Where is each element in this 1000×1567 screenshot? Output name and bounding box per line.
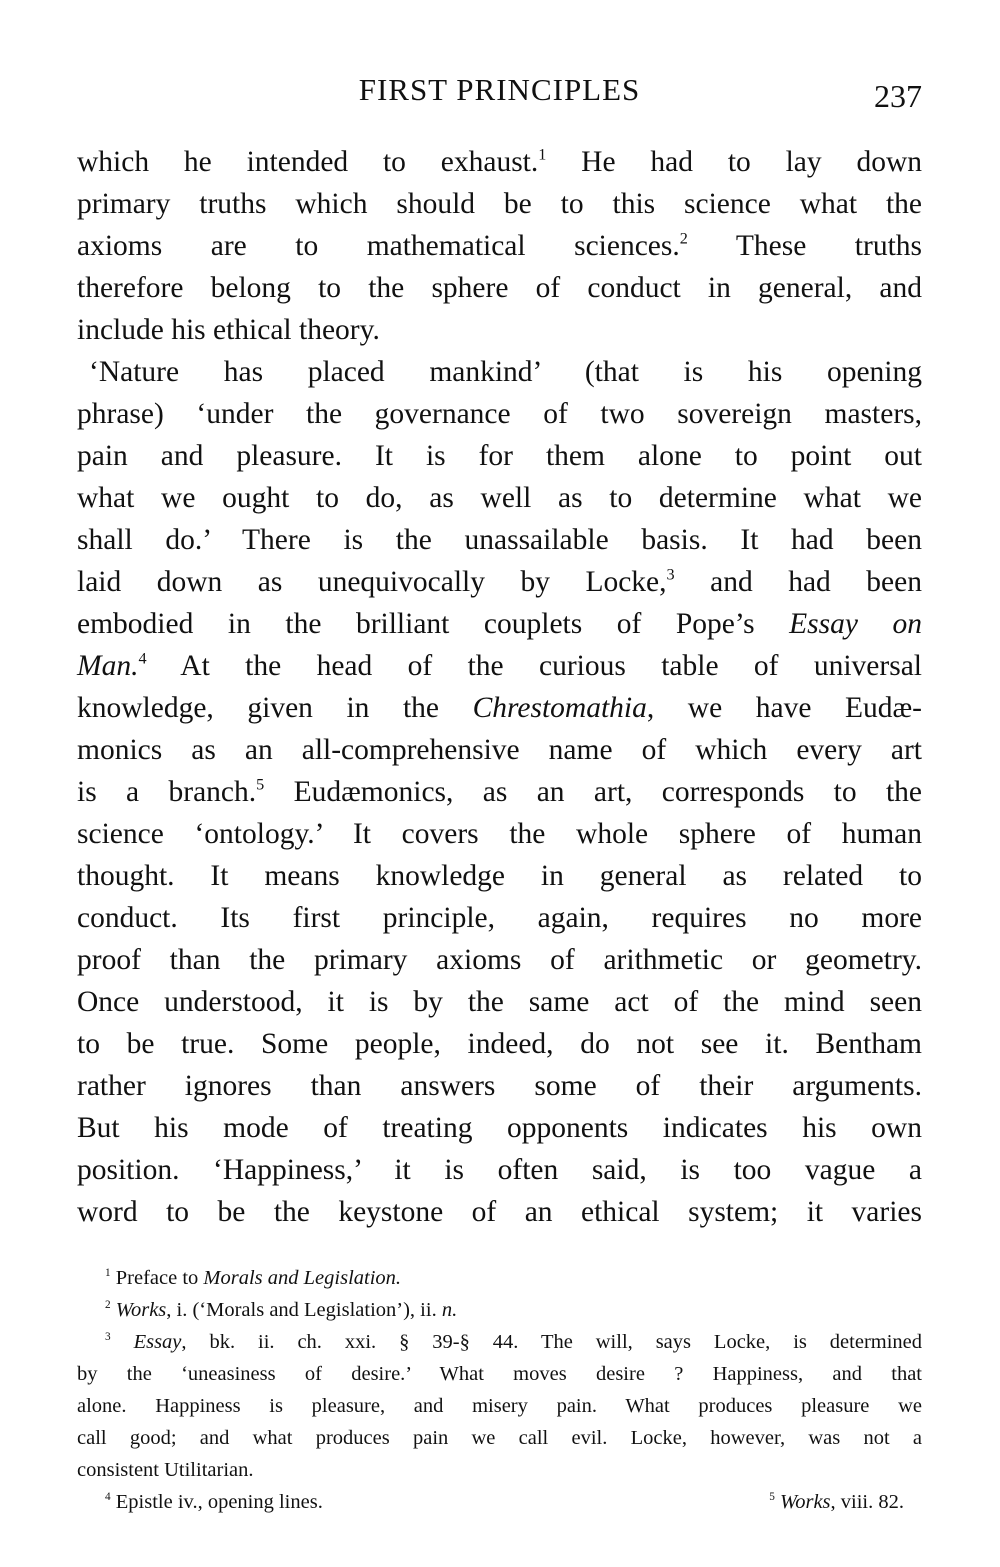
footnote-line bbox=[77, 1294, 922, 1326]
text-run: and had been bbox=[674, 566, 922, 598]
text-line bbox=[77, 519, 922, 561]
text-run: by the ‘uneasiness of desire.’ What moves desire ? Happiness, and that bbox=[77, 1363, 922, 1385]
footnote-marker: 2 bbox=[105, 1299, 111, 1312]
running-head bbox=[77, 70, 922, 114]
text-run: , bk. ii. ch. xxi. § 39-§ 44. The will, says Locke, is determined bbox=[181, 1331, 923, 1353]
text-line bbox=[77, 855, 922, 897]
text-line bbox=[77, 351, 922, 393]
text-line bbox=[77, 1065, 922, 1107]
text-line bbox=[77, 309, 922, 351]
text-run: position. ‘Happiness,’ it is often said, is too vague a bbox=[77, 1154, 922, 1186]
text-line bbox=[77, 267, 922, 309]
body-text bbox=[77, 141, 922, 1233]
text-run: rather ignores than answers some of their arguments. bbox=[77, 1070, 922, 1102]
text-run: knowledge, given in the bbox=[77, 692, 473, 724]
footnote-marker: 5 bbox=[256, 775, 265, 794]
text-run: Epistle iv., opening lines. bbox=[110, 1491, 323, 1513]
italic-text: Essay bbox=[133, 1331, 182, 1353]
footnote-marker: 4 bbox=[138, 649, 147, 668]
footnote-line bbox=[77, 1486, 922, 1518]
footnote-right bbox=[769, 1486, 904, 1518]
text-line bbox=[77, 771, 922, 813]
text-run bbox=[111, 1331, 134, 1353]
text-line bbox=[77, 477, 922, 519]
italic-text: Works bbox=[780, 1491, 831, 1513]
italic-text: Man. bbox=[77, 650, 139, 682]
text-run: laid down as unequivocally by Locke, bbox=[77, 566, 667, 598]
text-run: word to be the keystone of an ethical system; it varies bbox=[77, 1196, 922, 1228]
text-line bbox=[77, 435, 922, 477]
footnote-marker: 3 bbox=[666, 565, 675, 584]
text-run: , i. (‘Morals and Legislation’), ii. bbox=[166, 1299, 442, 1321]
text-run: Eudæmonics, as an art, corresponds to the bbox=[264, 776, 923, 808]
text-run: pain and pleasure. It is for them alone to point out bbox=[77, 440, 922, 472]
text-line bbox=[77, 393, 922, 435]
italic-text: Chrestomathia bbox=[472, 692, 647, 724]
text-run: He had to lay down bbox=[546, 146, 923, 178]
text-run: include his ethical theory. bbox=[77, 314, 380, 346]
text-line bbox=[77, 897, 922, 939]
text-line bbox=[77, 939, 922, 981]
text-run: Preface to bbox=[110, 1267, 204, 1289]
text-line bbox=[77, 561, 922, 603]
text-line bbox=[77, 687, 922, 729]
text-run: call good; and what produces pain we call evil. Locke, however, was not a bbox=[77, 1427, 922, 1449]
chapter-title: FIRST PRINCIPLES bbox=[358, 72, 641, 107]
text-line bbox=[77, 1191, 922, 1233]
footnotes bbox=[77, 1262, 922, 1518]
text-run: shall do.’ There is the unassailable basis. It had been bbox=[77, 524, 922, 556]
footnote-line bbox=[77, 1262, 922, 1294]
text-run: proof than the primary axioms of arithmetic or geometry. bbox=[77, 944, 922, 976]
text-line bbox=[77, 603, 922, 645]
footnote-line bbox=[77, 1422, 922, 1454]
text-run: thought. It means knowledge in general as related to bbox=[77, 860, 922, 892]
text-run: axioms are to mathematical sciences. bbox=[77, 230, 680, 262]
text-line bbox=[77, 813, 922, 855]
text-line bbox=[77, 141, 922, 183]
text-run: Once understood, it is by the same act of the mind seen bbox=[77, 986, 922, 1018]
italic-text: Works bbox=[115, 1299, 167, 1321]
text-line bbox=[77, 1149, 922, 1191]
text-run: which he intended to exhaust. bbox=[77, 146, 539, 178]
text-run: is a branch. bbox=[77, 776, 257, 808]
footnote-marker: 5 bbox=[769, 1491, 775, 1504]
text-run: therefore belong to the sphere of conduct in general, and bbox=[77, 272, 922, 304]
page-number: 237 bbox=[874, 78, 922, 114]
footnote-line bbox=[77, 1454, 922, 1486]
italic-text: n. bbox=[441, 1299, 458, 1321]
footnote-marker: 3 bbox=[105, 1331, 111, 1344]
text-run: These truths bbox=[687, 230, 922, 262]
text-run: consistent Utilitarian. bbox=[77, 1459, 254, 1481]
text-run: alone. Happiness is pleasure, and misery pain. What produces pleasure we bbox=[77, 1395, 922, 1417]
footnote-marker: 4 bbox=[105, 1491, 111, 1504]
footnote-marker: 1 bbox=[105, 1267, 111, 1280]
footnote-line bbox=[77, 1390, 922, 1422]
text-run: , viii. 82. bbox=[830, 1491, 904, 1513]
footnote-line bbox=[77, 1358, 922, 1390]
footnote-left bbox=[105, 1486, 323, 1518]
text-run: embodied in the brilliant couplets of Pope’s bbox=[77, 608, 790, 640]
text-run: science ‘ontology.’ It covers the whole sphere of human bbox=[77, 818, 922, 850]
text-run: ‘Nature has placed mankind’ (that is his opening bbox=[89, 356, 922, 388]
text-run: But his mode of treating opponents indicates his own bbox=[77, 1112, 922, 1144]
text-run: phrase) ‘under the governance of two sovereign masters, bbox=[77, 398, 922, 430]
text-run: , we have Eudæ- bbox=[646, 692, 922, 724]
text-run: to be true. Some people, indeed, do not see it. Bentham bbox=[77, 1028, 922, 1060]
text-line bbox=[77, 981, 922, 1023]
footnote-marker: 1 bbox=[538, 145, 547, 164]
text-line bbox=[77, 1023, 922, 1065]
text-run: conduct. Its first principle, again, requires no more bbox=[77, 902, 922, 934]
text-run: At the head of the curious table of universal bbox=[146, 650, 922, 682]
text-run: primary truths which should be to this science what the bbox=[77, 188, 922, 220]
text-line bbox=[77, 225, 922, 267]
text-line bbox=[77, 645, 922, 687]
italic-text: Morals and Legislation. bbox=[203, 1267, 402, 1289]
italic-text: Essay on bbox=[789, 608, 922, 640]
text-line bbox=[77, 729, 922, 771]
text-run: monics as an all-comprehensive name of which every art bbox=[77, 734, 922, 766]
footnote-marker: 2 bbox=[679, 229, 688, 248]
footnote-line bbox=[77, 1326, 922, 1358]
text-line bbox=[77, 183, 922, 225]
text-line bbox=[77, 1107, 922, 1149]
text-run: what we ought to do, as well as to determine what we bbox=[77, 482, 922, 514]
